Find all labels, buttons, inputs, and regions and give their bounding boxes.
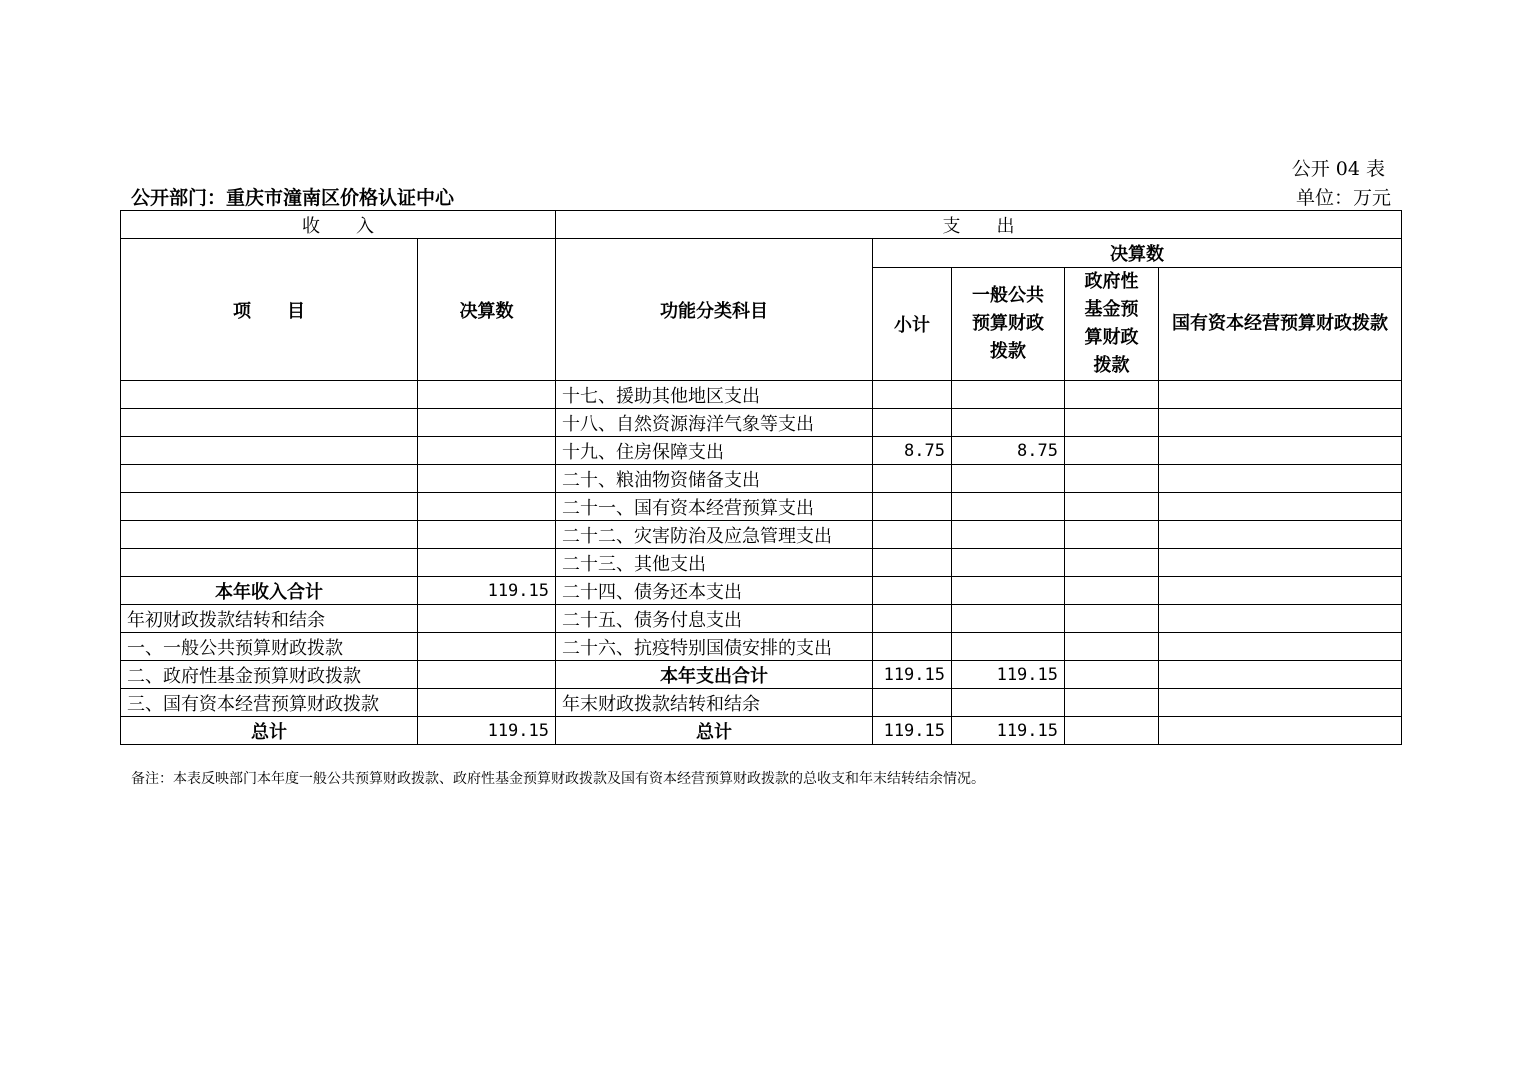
expense-func-cell: 十七、援助其他地区支出 <box>556 381 873 409</box>
expense-func-cell: 本年支出合计 <box>556 661 873 689</box>
table-row <box>121 409 1402 437</box>
form-number: 公开 04 表 <box>1291 158 1385 180</box>
expense-fund-cell <box>1065 465 1159 493</box>
expense-subtotal-cell: 119.15 <box>873 661 952 689</box>
col-func-header: 功能分类科目 <box>556 239 873 381</box>
income-amount-cell <box>418 689 556 717</box>
income-amount-cell <box>418 437 556 465</box>
expense-fund-cell <box>1065 717 1159 745</box>
unit-label: 单位：万元 <box>1295 187 1391 209</box>
expense-subtotal-cell <box>873 493 952 521</box>
expense-general-cell <box>952 521 1065 549</box>
expense-func-cell: 二十、粮油物资储备支出 <box>556 465 873 493</box>
col-state-capital-header: 国有资本经营预算财政拨款 <box>1159 268 1402 381</box>
table-row <box>121 381 1402 409</box>
expense-fund-cell <box>1065 577 1159 605</box>
expense-subtotal-cell <box>873 381 952 409</box>
expense-fund-cell <box>1065 661 1159 689</box>
expense-func-cell: 二十四、债务还本支出 <box>556 577 873 605</box>
income-amount-cell <box>418 465 556 493</box>
expense-func-cell: 年末财政拨款结转和结余 <box>556 689 873 717</box>
income-amount-cell <box>418 409 556 437</box>
income-item-cell: 本年收入合计 <box>121 577 418 605</box>
income-item-cell <box>121 549 418 577</box>
expense-func-cell: 二十二、灾害防治及应急管理支出 <box>556 521 873 549</box>
income-item-cell <box>121 381 418 409</box>
col-amount-header: 决算数 <box>418 239 556 381</box>
expense-capital-cell <box>1159 381 1402 409</box>
expense-capital-cell <box>1159 605 1402 633</box>
expense-header: 支 出 <box>556 211 1402 239</box>
income-item-cell: 总计 <box>121 717 418 745</box>
table-row <box>121 717 1402 745</box>
table-row <box>121 661 1402 689</box>
expense-subtotal-cell <box>873 549 952 577</box>
income-amount-cell: 119.15 <box>418 577 556 605</box>
table-row <box>121 437 1402 465</box>
expense-general-cell <box>952 465 1065 493</box>
expense-general-cell <box>952 549 1065 577</box>
expense-general-cell: 119.15 <box>952 661 1065 689</box>
expense-subtotal-cell <box>873 465 952 493</box>
expense-capital-cell <box>1159 521 1402 549</box>
expense-fund-cell <box>1065 409 1159 437</box>
table-row <box>121 605 1402 633</box>
income-item-cell <box>121 521 418 549</box>
expense-fund-cell <box>1065 493 1159 521</box>
expense-fund-cell <box>1065 381 1159 409</box>
footnote: 备注：本表反映部门本年度一般公共预算财政拨款、政府性基金预算财政拨款及国有资本经营预算财政拨款的总收支和年末结转结余情况。 <box>131 771 985 787</box>
expense-func-cell: 总计 <box>556 717 873 745</box>
expense-capital-cell <box>1159 465 1402 493</box>
income-item-cell <box>121 493 418 521</box>
expense-capital-cell <box>1159 549 1402 577</box>
table-row <box>121 493 1402 521</box>
income-item-cell <box>121 465 418 493</box>
income-amount-cell <box>418 605 556 633</box>
income-amount-cell <box>418 381 556 409</box>
income-header: 收 入 <box>121 211 556 239</box>
income-amount-cell <box>418 661 556 689</box>
expense-capital-cell <box>1159 409 1402 437</box>
expense-func-cell: 十八、自然资源海洋气象等支出 <box>556 409 873 437</box>
expense-general-cell <box>952 577 1065 605</box>
expense-general-cell: 8.75 <box>952 437 1065 465</box>
income-amount-cell <box>418 633 556 661</box>
col-subtotal-header: 小计 <box>873 268 952 381</box>
col-final-header: 决算数 <box>873 239 1402 268</box>
expense-subtotal-cell <box>873 577 952 605</box>
table-row <box>121 633 1402 661</box>
col-gov-fund-header: 政府性基金预算财政拨款 <box>1065 268 1159 381</box>
expense-capital-cell <box>1159 633 1402 661</box>
col-general-header: 一般公共预算财政拨款 <box>952 268 1065 381</box>
expense-subtotal-cell <box>873 633 952 661</box>
expense-fund-cell <box>1065 437 1159 465</box>
expense-func-cell: 二十一、国有资本经营预算支出 <box>556 493 873 521</box>
expense-general-cell: 119.15 <box>952 717 1065 745</box>
expense-capital-cell <box>1159 661 1402 689</box>
income-item-cell: 一、一般公共预算财政拨款 <box>121 633 418 661</box>
expense-general-cell <box>952 633 1065 661</box>
expense-capital-cell <box>1159 717 1402 745</box>
table-row <box>121 465 1402 493</box>
expense-subtotal-cell <box>873 409 952 437</box>
expense-capital-cell <box>1159 493 1402 521</box>
income-item-cell: 二、政府性基金预算财政拨款 <box>121 661 418 689</box>
expense-fund-cell <box>1065 549 1159 577</box>
table-row <box>121 577 1402 605</box>
expense-fund-cell <box>1065 633 1159 661</box>
expense-general-cell <box>952 409 1065 437</box>
expense-func-cell: 二十六、抗疫特别国债安排的支出 <box>556 633 873 661</box>
income-item-cell: 年初财政拨款结转和结余 <box>121 605 418 633</box>
expense-func-cell: 二十五、债务付息支出 <box>556 605 873 633</box>
expense-fund-cell <box>1065 689 1159 717</box>
expense-subtotal-cell <box>873 605 952 633</box>
expense-general-cell <box>952 493 1065 521</box>
expense-subtotal-cell <box>873 689 952 717</box>
expense-func-cell: 十九、住房保障支出 <box>556 437 873 465</box>
expense-subtotal-cell: 8.75 <box>873 437 952 465</box>
expense-general-cell <box>952 689 1065 717</box>
table-row <box>121 521 1402 549</box>
income-amount-cell: 119.15 <box>418 717 556 745</box>
col-item-header: 项 目 <box>121 239 418 381</box>
income-item-cell: 三、国有资本经营预算财政拨款 <box>121 689 418 717</box>
income-amount-cell <box>418 493 556 521</box>
table-row <box>121 689 1402 717</box>
income-amount-cell <box>418 521 556 549</box>
expense-func-cell: 二十三、其他支出 <box>556 549 873 577</box>
expense-general-cell <box>952 605 1065 633</box>
income-item-cell <box>121 437 418 465</box>
expense-general-cell <box>952 381 1065 409</box>
expense-fund-cell <box>1065 521 1159 549</box>
expense-capital-cell <box>1159 577 1402 605</box>
expense-fund-cell <box>1065 605 1159 633</box>
expense-capital-cell <box>1159 437 1402 465</box>
expense-capital-cell <box>1159 689 1402 717</box>
expense-subtotal-cell: 119.15 <box>873 717 952 745</box>
table-row <box>121 549 1402 577</box>
department-label: 公开部门：重庆市潼南区价格认证中心 <box>131 187 455 209</box>
expense-subtotal-cell <box>873 521 952 549</box>
budget-table <box>120 210 1402 745</box>
income-amount-cell <box>418 549 556 577</box>
income-item-cell <box>121 409 418 437</box>
